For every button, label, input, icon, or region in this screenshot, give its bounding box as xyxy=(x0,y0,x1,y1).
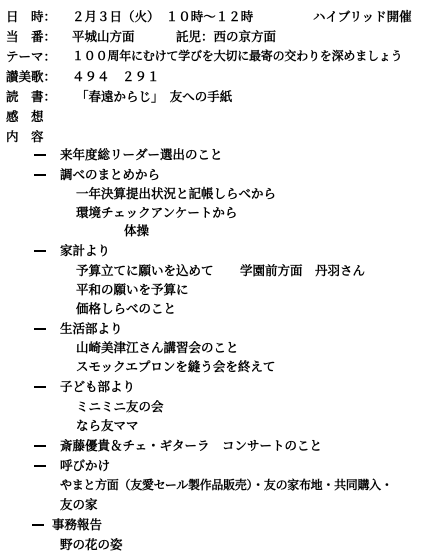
list-item: 子ども部より xyxy=(60,379,136,394)
date-label: 日 時： xyxy=(6,9,57,24)
list-dash xyxy=(34,174,46,176)
list-item: 家計より xyxy=(60,243,111,258)
list-dash xyxy=(32,524,44,526)
host-value: 平城山方面 xyxy=(72,29,135,44)
list-subitem-presenter: 学園前方面 丹羽さん xyxy=(240,263,366,278)
list-item: 呼びかけ xyxy=(60,458,111,473)
list-item: 来年度総リーダー選出のこと xyxy=(60,147,223,162)
childcare-value: 託児：西の京方面 xyxy=(176,29,277,44)
theme-value: １００周年にむけて学びを大切に最寄の交わりを深めましょう xyxy=(72,49,403,63)
list-dash xyxy=(34,445,46,447)
list-dash xyxy=(34,154,46,156)
theme-label: テーマ： xyxy=(6,49,57,64)
list-subitem: 山崎美津江さん講習会のこと xyxy=(76,340,239,355)
list-item: 調べのまとめから xyxy=(60,167,161,182)
list-subitem: スモックエプロンを縫う会を終えて xyxy=(76,359,276,374)
reading-value: 「春遠からじ」 友への手紙 xyxy=(76,89,233,104)
list-item: 事務報告 xyxy=(52,517,103,532)
list-subitem: 一年決算提出状況と記帳しらべから xyxy=(76,186,277,201)
hymn-value: ４９４ ２９１ xyxy=(72,69,160,84)
list-subitem: 平和の願いを予算に xyxy=(76,282,189,297)
list-subitem: 友の家 xyxy=(60,497,98,512)
list-subitem: ミニミニ友の会 xyxy=(76,399,164,414)
hymn-label: 讃美歌： xyxy=(6,69,57,84)
list-dash xyxy=(34,386,46,388)
list-item: 生活部より xyxy=(60,321,123,336)
list-item: 斎藤優貴＆チェ・ギターラ コンサートのこと xyxy=(60,438,323,453)
date-value: ２月３日（火） １０時～１２時 xyxy=(72,9,254,24)
list-subitem: 体操 xyxy=(124,223,150,238)
list-dash xyxy=(34,328,46,330)
thoughts-label: 感 想 xyxy=(6,109,44,124)
host-label: 当 番： xyxy=(6,29,57,44)
content-label: 内 容 xyxy=(6,129,44,144)
list-subitem: やまと方面（友愛セール製作品販売）・友の家布地・共同購入・ xyxy=(60,478,393,492)
reading-label: 読 書： xyxy=(6,89,57,104)
list-dash xyxy=(34,465,46,467)
list-dash xyxy=(34,250,46,252)
list-subitem: 価格しらべのこと xyxy=(76,301,177,316)
list-subitem: 野の花の姿 xyxy=(60,537,123,552)
meeting-mode: ハイブリッド開催 xyxy=(313,9,412,24)
list-subitem: 環境チェックアンケートから xyxy=(76,205,238,220)
list-subitem: なら友ママ xyxy=(76,418,139,433)
list-subitem: 予算立てに願いを込めて xyxy=(76,263,214,278)
